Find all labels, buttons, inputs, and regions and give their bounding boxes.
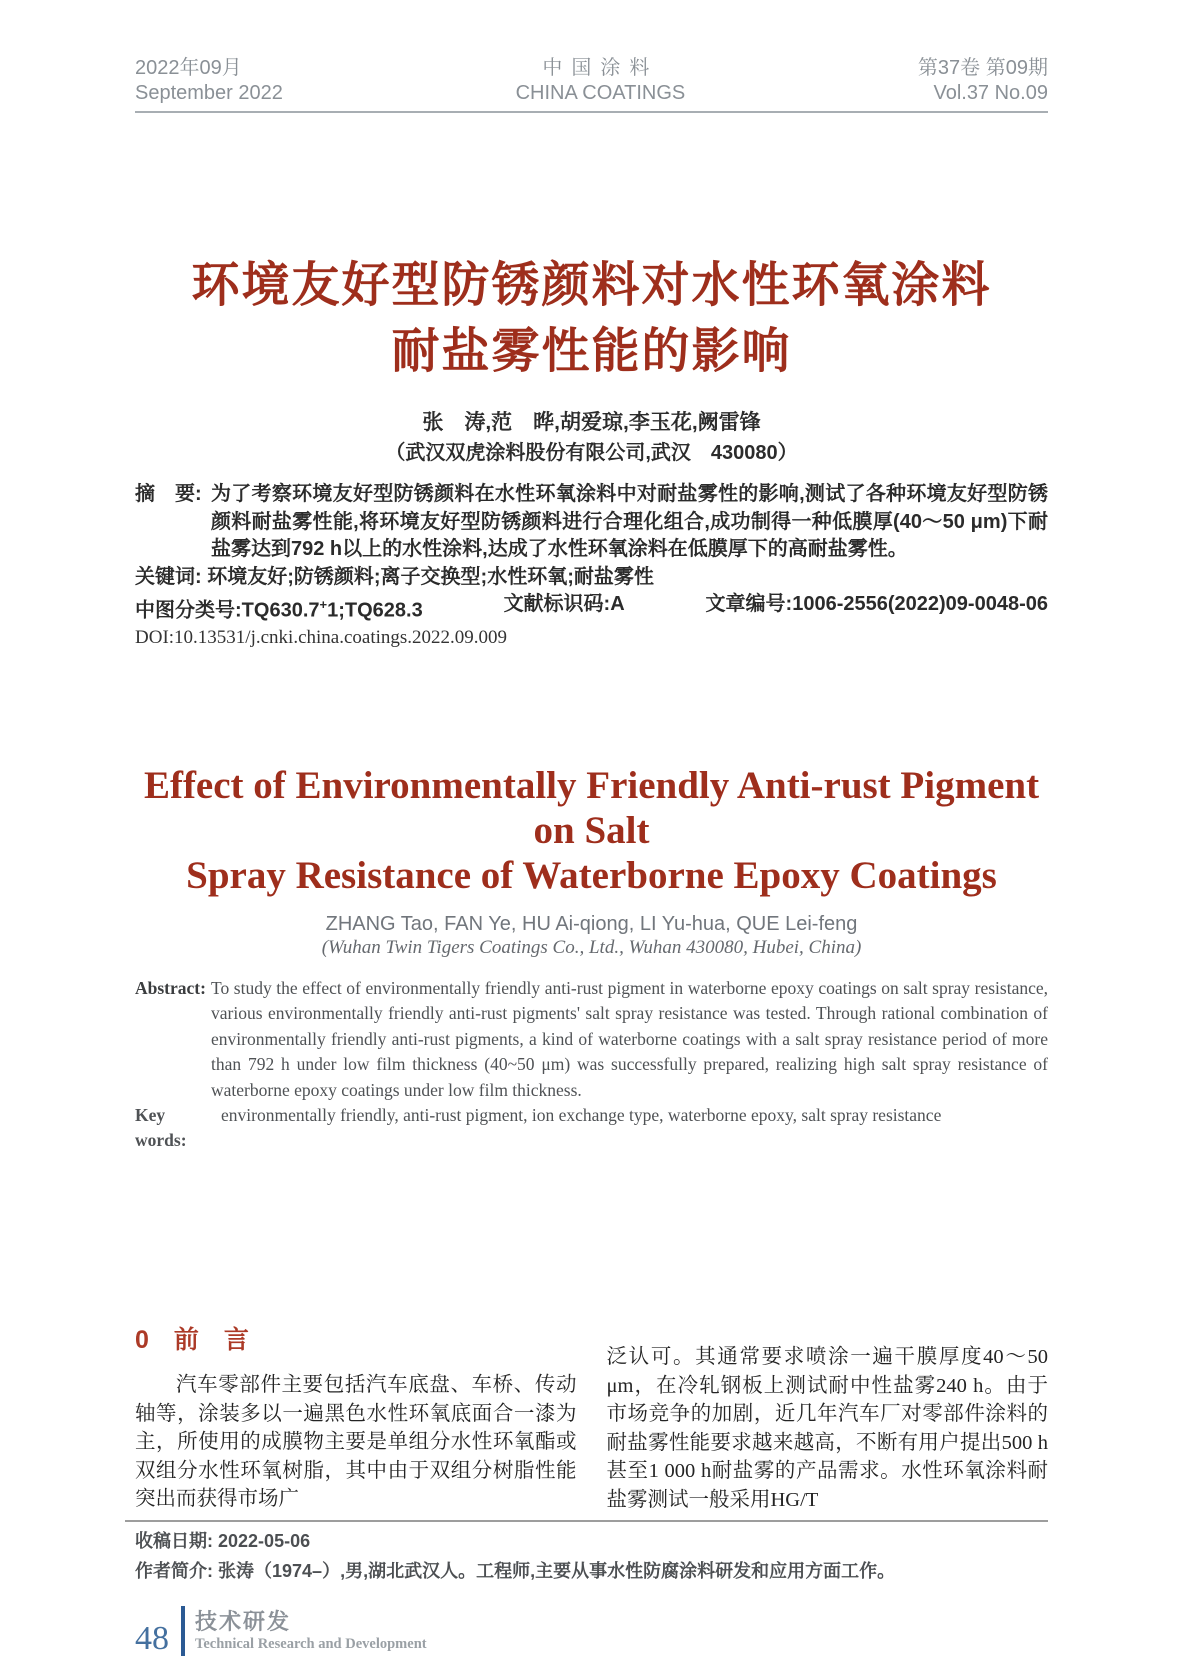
clc-value-2: 1;TQ628.3 xyxy=(327,599,423,622)
abstract-cn xyxy=(135,481,1048,564)
author-bio xyxy=(135,1560,1048,1582)
volume-issue-cn: 第37卷 第09期 xyxy=(917,57,1048,79)
page-number: 48 xyxy=(135,1620,169,1657)
article-title-cn xyxy=(135,253,1048,385)
article-title-cn-line1: 环境友好型防锈颜料对水性环氧涂料 xyxy=(191,259,992,312)
header-issue-date xyxy=(135,56,283,106)
article-id-label: 文章编号: xyxy=(705,593,793,615)
header-divider xyxy=(135,111,1048,113)
volume-issue-en: Vol.37 No.09 xyxy=(933,82,1048,104)
column-right xyxy=(607,1325,1049,1514)
abstract-cn-label: 摘 要: xyxy=(135,483,202,505)
keywords-cn xyxy=(135,564,1048,592)
issue-date-en: September 2022 xyxy=(135,82,283,104)
page-content xyxy=(135,0,1048,1656)
header-journal-name xyxy=(516,56,686,106)
authors-en: ZHANG Tao, FAN Ye, HU Ai-qiong, LI Yu-hua, QUE Lei-feng xyxy=(325,912,858,935)
footnote-divider xyxy=(125,1520,1048,1522)
keywords-cn-label: 关键词: xyxy=(135,565,202,588)
author-bio-text: 张涛（1974–）,男,湖北武汉人。工程师,主要从事水性防腐涂料研发和应用方面工作。 xyxy=(218,1561,896,1582)
abstract-cn-text: 为了考察环境友好型防锈颜料在水性环氧涂料中对耐盐雾性的影响,测试了各种环境友好型防锈颜料耐盐雾性能,将环境友好型防锈颜料进行合理化组合,成功制得一种低膜厚(40～50 μm)下耐盐雾达到792 h以上的水性涂料,达成了水性环氧涂料在低膜厚下的高耐盐雾性。 xyxy=(211,483,1048,560)
footer-column-title xyxy=(195,1609,427,1653)
clc-superscript: + xyxy=(319,597,328,612)
clc-value: TQ630.7 xyxy=(241,599,320,622)
article-title-en xyxy=(135,763,1048,898)
keywords-en-text: environmentally friendly, anti-rust pigment, ion exchange type, waterborne epoxy, salt spray resistance xyxy=(221,1105,942,1126)
footer-divider-bar xyxy=(181,1606,185,1656)
article-title-en-line1: Effect of Environmentally Friendly Anti-rust Pigment on Salt xyxy=(143,763,1040,852)
journal-name-en: CHINA COATINGS xyxy=(515,82,686,104)
author-bio-label: 作者简介: xyxy=(135,1561,213,1582)
authors-cn: 张 涛,范 晔,胡爱琼,李玉花,阙雷锋 xyxy=(422,411,761,434)
journal-header xyxy=(135,0,1048,106)
abstract-en-label: Abstract: xyxy=(135,977,206,998)
document-code-label: 文献标识码: xyxy=(503,593,611,615)
classification-row xyxy=(135,591,1048,625)
body-columns xyxy=(135,1325,1048,1514)
footer-column-cn: 技术研发 xyxy=(195,1609,292,1635)
received-date xyxy=(135,1530,1048,1552)
keywords-cn-text: 环境友好;防锈颜料;离子交换型;水性环氧;耐盐雾性 xyxy=(207,565,654,588)
header-volume-issue xyxy=(918,56,1048,106)
clc-label: 中图分类号: xyxy=(135,599,242,622)
received-date-value: 2022-05-06 xyxy=(218,1531,311,1552)
keywords-en xyxy=(135,1103,1048,1153)
keywords-en-label: Key words: xyxy=(135,1105,187,1151)
issue-date-cn: 2022年09月 xyxy=(135,57,242,79)
abstract-en-text: To study the effect of environmentally friendly anti-rust pigment in waterborne epoxy coatings on salt spray resistance, various environmentally friendly anti-rust pigments' salt spray resistance was tested. Through rational combination of environmentally friendly anti-rust pigments, a kind of waterborne coatings with a salt spray resistance period of more than 792 h under low film thickness (40~50 μm) was successfully prepared, realizing high salt spray resistance of waterborne epoxy coatings under low film thickness. xyxy=(211,977,1048,1100)
column-left xyxy=(135,1325,577,1514)
article-title-cn-line2: 耐盐雾性能的影响 xyxy=(391,325,792,378)
document-code-value: A xyxy=(610,593,625,615)
article-id-value: 1006-2556(2022)09-0048-06 xyxy=(792,593,1048,615)
section-0-heading: 0 前 言 xyxy=(135,1326,249,1355)
page-footer xyxy=(135,1606,1048,1656)
affiliation-en: (Wuhan Twin Tigers Coatings Co., Ltd., Wuhan 430080, Hubei, China) xyxy=(321,936,862,958)
abstract-en xyxy=(135,976,1048,1104)
journal-name-cn: 中国涂料 xyxy=(542,57,659,79)
doi: DOI:10.13531/j.cnki.china.coatings.2022.09.009 xyxy=(135,626,508,648)
article-title-en-line2: Spray Resistance of Waterborne Epoxy Coatings xyxy=(186,853,997,897)
clc-number xyxy=(135,591,423,625)
body-paragraph-right: 泛认可。其通常要求喷涂一遍干膜厚度40～50 μm，在冷轧钢板上测试耐中性盐雾240 h。由于市场竞争的加剧，近几年汽车厂对零部件涂料的耐盐雾性能要求越来越高，不断有用户提出500 h甚至1 000 h耐盐雾的产品需求。水性环氧涂料耐盐雾测试一般采用HG/T xyxy=(606,1346,1048,1511)
received-date-label: 收稿日期: xyxy=(135,1531,213,1552)
affiliation-cn: （武汉双虎涂料股份有限公司,武汉 430080） xyxy=(385,442,798,464)
article-id xyxy=(706,591,1048,625)
document-code xyxy=(504,591,625,625)
body-paragraph-left: 汽车零部件主要包括汽车底盘、车桥、传动轴等，涂装多以一遍黑色水性环氧底面合一漆为主，所使用的成膜物主要是单组分水性环氧酯或双组分水性环氧树脂，其中由于双组分树脂性能突出而获得市场广 xyxy=(135,1374,577,1511)
footer-column-en: Technical Research and Development xyxy=(195,1636,427,1653)
